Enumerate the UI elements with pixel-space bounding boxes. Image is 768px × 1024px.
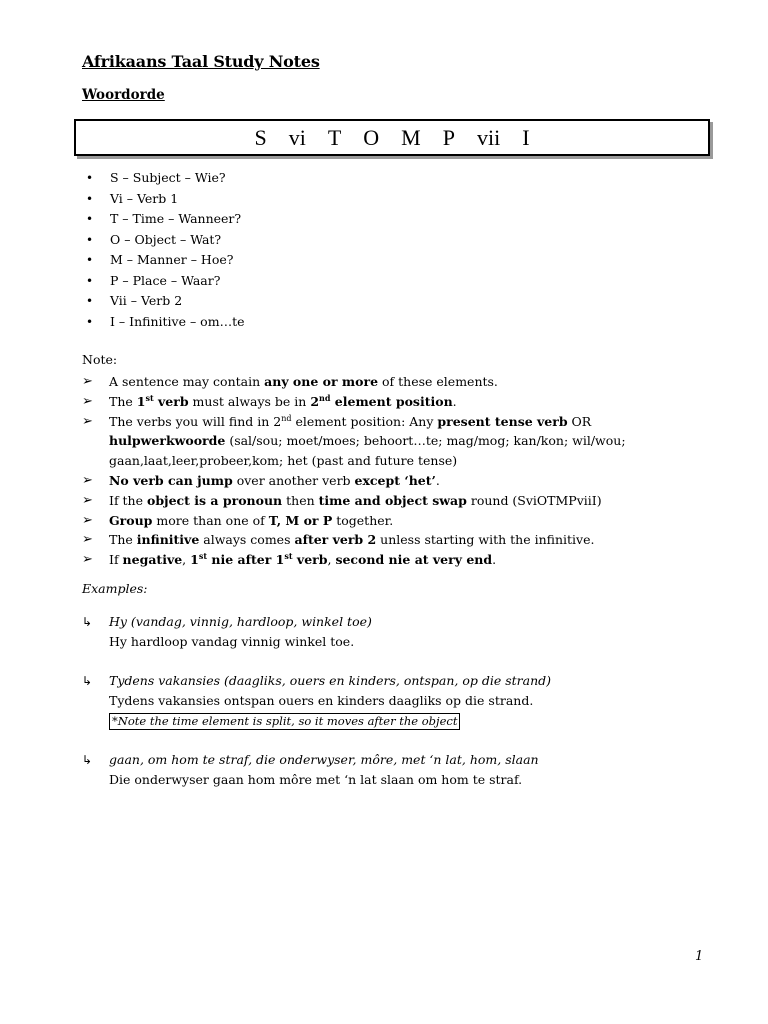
list-item-text: I – Infinitive – om…te [110,313,245,329]
note-text-run: . [435,472,440,488]
note-text-run: , [182,552,191,568]
bullet-icon: • [86,314,94,329]
note-text-run: . [492,552,497,568]
list-item [82,250,682,271]
note-text-run: A sentence may contain [109,374,265,389]
list-item-text: P – Place – Waar? [110,272,221,288]
arrow-bullet-icon: ↳ [82,674,93,688]
note-text-run: verb [153,393,189,409]
word-order-letter: O [363,124,380,150]
arrow-bullet-icon: ➢ [82,512,93,528]
document-title: Afrikaans Taal Study Notes [82,52,320,71]
arrow-bullet-icon: ➢ [82,472,93,488]
arrow-bullet-icon: ➢ [82,492,93,508]
note-text-run: over another verb [232,472,355,488]
note-item [82,471,682,491]
list-item-text: Vii – Verb 2 [110,293,183,308]
note-text-run: The [109,393,137,409]
note-text-run: Group [109,512,153,528]
word-order-letters [254,125,529,151]
note-text-run: st [198,551,208,562]
arrow-bullet-icon: ➢ [82,552,93,568]
note-text-run: nd [319,392,331,403]
word-order-letter: T [327,124,342,150]
arrow-bullet-icon: ↳ [82,753,93,767]
list-item-text: O – Object – Wat? [110,231,222,247]
bullet-icon: • [86,191,94,206]
note-text-run: . [452,393,457,409]
list-item [82,291,682,312]
example-block [82,671,682,731]
note-item [82,530,682,550]
note-text-run: The [109,532,137,548]
note-item [82,412,682,471]
list-item-text: S – Subject – Wie? [110,170,226,185]
note-item [82,511,682,531]
note-text-run: 1 [190,552,199,568]
note-text-run: If [109,552,123,568]
word-order-letter: vii [476,124,501,150]
example-prompt: Hy (vandag, vinnig, hardloop, winkel toe) [109,614,372,629]
note-text-run: present tense verb [437,413,568,429]
word-order-letter: M [401,124,421,150]
notes-list [82,372,682,570]
note-text-run: (sal/sou; moet/moes; behoort…te; mag/mog; kan/kon; wil/wou; gaan,laat,leer,probeer,kom; het (past and future tense) [109,433,626,469]
note-text-run: element position: Any [291,413,438,429]
list-item-text: T – Time – Wanneer? [110,211,242,226]
list-item-text: M – Manner – Hoe? [110,252,234,267]
bullet-icon: • [86,171,94,185]
note-text-run: , [327,552,336,568]
word-order-letter: P [442,124,455,150]
note-item [82,392,682,412]
note-text-run: element position [330,393,453,409]
note-label: Note: [82,352,118,367]
arrow-bullet-icon: ↳ [82,615,93,629]
note-text-run: hulpwerkwoorde [109,433,226,449]
section-heading: Woordorde [82,87,165,103]
element-list [82,168,682,332]
bullet-icon: • [86,232,94,247]
list-item-text: Vi – Verb 1 [110,190,179,206]
bullet-icon: • [86,294,94,308]
note-text-run: unless starting with the infinitive. [376,532,595,548]
note-text-run: The verbs you will find in 2 [109,413,282,429]
note-text-run: second nie at very end [335,552,493,568]
note-text-run: after verb 2 [294,532,377,548]
note-text-run: nd [281,413,292,423]
note-text-run: OR [567,413,592,429]
list-item [82,209,682,230]
example-answer: Die onderwyser gaan hom môre met ‘n lat slaan om hom te straf. [109,772,523,787]
note-item [82,550,682,570]
note-text-run: st [284,551,293,562]
note-item [82,491,682,511]
examples-label: Examples: [82,581,148,596]
bullet-icon: • [86,253,94,267]
note-text-run: time and object swap [318,492,467,508]
arrow-bullet-icon: ➢ [82,374,93,389]
note-text-run: negative [122,552,183,568]
list-item [82,271,682,292]
page-number: 1 [695,949,704,964]
example-answer: Hy hardloop vandag vinnig winkel toe. [109,634,355,649]
note-text-run: If the [109,492,147,508]
note-item [82,372,682,392]
list-item [82,168,682,189]
arrow-bullet-icon: ➢ [82,413,93,429]
list-item [82,189,682,210]
word-order-letter: I [522,124,530,150]
note-text-run: round (SviOTMPviiI) [466,492,602,508]
bullet-icon: • [86,212,94,226]
word-order-letter: S [254,124,267,150]
note-text-run: nie after 1 [207,552,285,568]
word-order-box [74,119,710,156]
note-text-run: infinitive [136,532,200,548]
note-text-run: 1 [136,393,146,409]
note-text-run: object is a pronoun [146,492,283,508]
note-text-run: T, M or P [268,512,333,528]
note-text-run: except ‘het’ [354,472,436,488]
example-answer: Tydens vakansies ontspan ouers en kinders daagliks op die strand. [109,693,534,708]
note-text-run: of these elements. [378,374,498,389]
example-block [82,612,682,652]
note-text-run: together. [332,512,394,528]
note-text-run: more than one of [152,512,269,528]
arrow-bullet-icon: ➢ [82,532,93,548]
note-text-run: No verb can jump [109,472,233,488]
list-item [82,230,682,251]
example-prompt: Tydens vakansies (daagliks, ouers en kinders, ontspan, op die strand) [109,673,551,688]
note-text-run: 2 [310,393,320,409]
note-text-run: always comes [199,532,295,548]
example-prompt: gaan, om hom te straf, die onderwyser, môre, met ‘n lat, hom, slaan [109,752,539,767]
example-block [82,750,682,790]
note-text-run: st [145,392,154,403]
note-text-run: verb [292,552,328,568]
note-text-run: must always be in [188,393,311,409]
arrow-bullet-icon: ➢ [82,393,93,409]
word-order-letter: vi [288,124,306,150]
list-item [82,312,682,333]
example-note: *Note the time element is split, so it moves after the object [109,713,460,730]
note-text-run: then [282,492,319,508]
bullet-icon: • [86,273,94,288]
note-text-run: any one or more [264,374,379,389]
